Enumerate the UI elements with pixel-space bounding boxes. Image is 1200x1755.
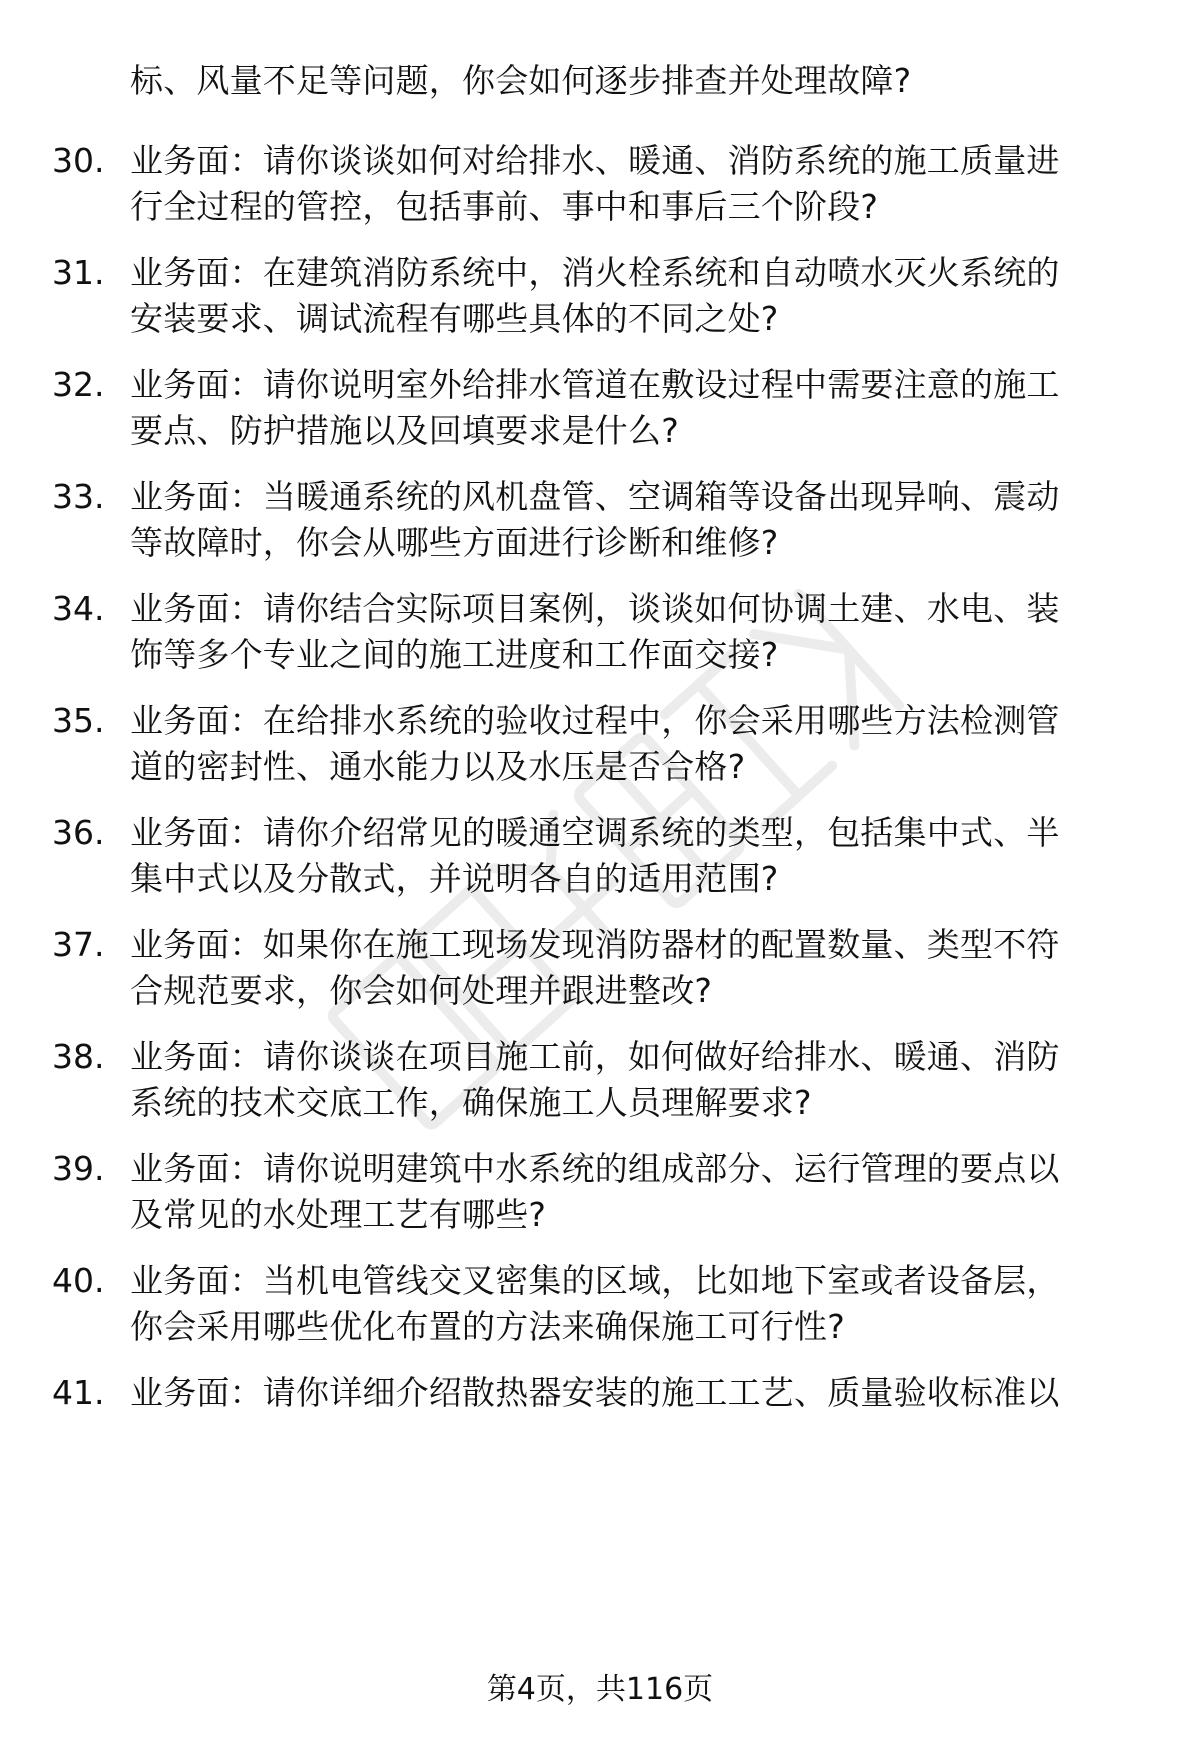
item-text-line: 及常见的水处理工艺有哪些?: [130, 1195, 547, 1234]
item-text-line: 业务面：当机电管线交叉密集的区域，比如地下室或者设备层，: [130, 1261, 1060, 1300]
item-text-line: 业务面：如果你在施工现场发现消防器材的配置数量、类型不符: [130, 925, 1060, 964]
item-text-line: 等故障时，你会从哪些方面进行诊断和维修?: [130, 523, 779, 562]
list-item: [0, 1146, 1200, 1246]
item-text-line: 集中式以及分散式，并说明各自的适用范围?: [130, 859, 779, 898]
item-text-line: 要点、防护措施以及回填要求是什么?: [130, 411, 679, 450]
item-text-line: 业务面：在建筑消防系统中，消火栓系统和自动喷水灭火系统的: [130, 253, 1060, 292]
item-text-line: 业务面：请你说明室外给排水管道在敷设过程中需要注意的施工: [130, 365, 1060, 404]
item-text-line: 行全过程的管控，包括事前、事中和事后三个阶段?: [130, 187, 879, 226]
item-text-line: 安装要求、调试流程有哪些具体的不同之处?: [130, 299, 779, 338]
list-item: [0, 250, 1200, 350]
list-item: [0, 810, 1200, 910]
item-number: 40.: [52, 1261, 105, 1300]
list-item: [0, 1370, 1200, 1470]
item-number: 37.: [52, 925, 105, 964]
item-number: 35.: [52, 701, 105, 740]
list-item: [0, 362, 1200, 462]
item-text-line: 业务面：请你详细介绍散热器安装的施工工艺、质量验收标准以: [130, 1373, 1060, 1412]
item-text-line: 你会采用哪些优化布置的方法来确保施工可行性?: [130, 1307, 845, 1346]
item-number: 31.: [52, 253, 105, 292]
item-number: 38.: [52, 1037, 105, 1076]
item-text-line: 业务面：请你介绍常见的暖通空调系统的类型，包括集中式、半: [130, 813, 1060, 852]
list-item: [0, 474, 1200, 574]
list-item: [0, 1258, 1200, 1358]
continuation-text: 标、风量不足等问题，你会如何逐步排查并处理故障?: [130, 61, 912, 100]
list-item: [0, 698, 1200, 798]
item-text-line: 道的密封性、通水能力以及水压是否合格?: [130, 747, 746, 786]
list-item: [0, 922, 1200, 1022]
item-text-line: 业务面：在给排水系统的验收过程中，你会采用哪些方法检测管: [130, 701, 1060, 740]
item-text-line: 系统的技术交底工作，确保施工人员理解要求?: [130, 1083, 812, 1122]
item-text-line: 业务面：当暖通系统的风机盘管、空调箱等设备出现异响、震动: [130, 477, 1060, 516]
item-number: 39.: [52, 1149, 105, 1188]
list-item: [0, 138, 1200, 238]
item-number: 41.: [52, 1373, 105, 1412]
item-text-line: 业务面：请你谈谈如何对给排水、暖通、消防系统的施工质量进: [130, 141, 1060, 180]
item-text-line: 业务面：请你说明建筑中水系统的组成部分、运行管理的要点以: [130, 1149, 1060, 1188]
item-number: 36.: [52, 813, 105, 852]
item-text-line: 业务面：请你结合实际项目案例，谈谈如何协调土建、水电、装: [130, 589, 1060, 628]
item-text-line: 饰等多个专业之间的施工进度和工作面交接?: [130, 635, 779, 674]
page-footer: 第4页，共116页: [486, 1672, 714, 1707]
item-text-line: 业务面：请你谈谈在项目施工前，如何做好给排水、暖通、消防: [130, 1037, 1060, 1076]
item-number: 32.: [52, 365, 105, 404]
item-number: 34.: [52, 589, 105, 628]
list-item: [0, 1034, 1200, 1134]
item-number: 30.: [52, 141, 105, 180]
list-item: [0, 586, 1200, 686]
item-text-line: 合规范要求，你会如何处理并跟进整改?: [130, 971, 713, 1010]
item-number: 33.: [52, 477, 105, 516]
